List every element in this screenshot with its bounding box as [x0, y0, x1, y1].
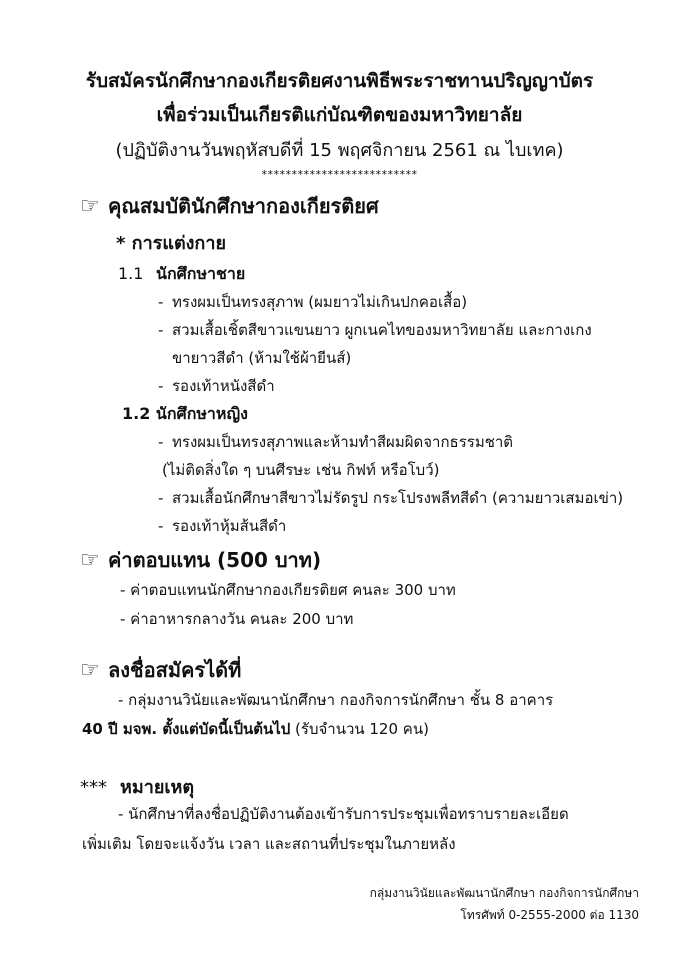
male-heading — [118, 262, 245, 287]
compensation-item-lunch: - ค่าอาหารกลางวัน คนละ 200 บาท — [120, 610, 354, 628]
registration-line-1: - กลุ่มงานวินัยและพัฒนานักศึกษา กองกิจการนักศึกษา ชั้น 8 อาคาร — [118, 691, 554, 709]
pointing-hand-icon: ☞ — [80, 658, 100, 683]
subtitle: (ปฏิบัติงานวันพฤหัสบดีที่ 15 พฤศจิกายน 2561 ณ ไบเทค) — [115, 140, 564, 161]
male-item-shirt-cont: ขายาวสีดำ (ห้ามใช้ผ้ายีนส์) — [172, 349, 352, 367]
registration-heading: ลงชื่อสมัครได้ที่ — [108, 658, 242, 682]
note-line-1: - นักศึกษาที่ลงชื่อปฏิบัติงานต้องเข้ารับการประชุมเพื่อทราบรายละเอียด — [118, 805, 569, 823]
divider-stars: ************************** — [261, 168, 418, 181]
female-item-hair-cont: (ไม่ติดสิ่งใด ๆ บนศีรษะ เช่น กิฟท์ หรือโบว์) — [162, 461, 440, 479]
male-item-hair: - ทรงผมเป็นทรงสุภาพ (ผมยาวไม่เกินปกคอเสื้อ) — [158, 293, 468, 311]
female-heading: 1.2 นักศึกษาหญิง — [122, 404, 248, 423]
note-marker: *** — [80, 777, 107, 798]
note-line-2: เพิ่มเติม โดยจะแจ้งวัน เวลา และสถานที่ประชุมในภายหลัง — [82, 835, 456, 853]
female-item-uniform: - สวมเสื้อนักศึกษาสีขาวไม่รัดรูป กระโปรงพลีทสีดำ (ความยาวเสมอเข่า) — [158, 489, 624, 507]
qualifications-heading: คุณสมบัตินักศึกษากองเกียรติยศ — [108, 194, 379, 218]
male-heading-label: นักศึกษาชาย — [156, 264, 246, 283]
title-line-2: เพื่อร่วมเป็นเกียรติแก่บัณฑิตของมหาวิทยาลัย — [156, 104, 523, 126]
note-heading: หมายเหตุ — [120, 777, 195, 798]
registration-line-2: 40 ปี มจพ. ตั้งแต่บัดนี้เป็นต้นไป (รับจำนวน 120 คน) — [82, 720, 429, 738]
title-line-1: รับสมัครนักศึกษากองเกียรติยศงานพิธีพระราชทานปริญญาบัตร — [85, 70, 594, 92]
footer-phone: โทรศัพท์ 0-2555-2000 ต่อ 1130 — [460, 908, 639, 922]
male-number: 1.1 — [118, 264, 144, 283]
female-item-hair: - ทรงผมเป็นทรงสุภาพและห้ามทำสีผมผิดจากธรรมชาติ — [158, 433, 514, 451]
section-note — [80, 772, 194, 801]
section-qualifications — [80, 190, 379, 222]
section-registration — [80, 654, 241, 686]
compensation-item-pay: - ค่าตอบแทนนักศึกษากองเกียรติยศ คนละ 300 บาท — [120, 581, 456, 599]
pointing-hand-icon: ☞ — [80, 194, 100, 219]
dress-heading: * การแต่งกาย — [116, 233, 226, 254]
male-item-shoes: - รองเท้าหนังสีดำ — [158, 377, 275, 395]
pointing-hand-icon: ☞ — [80, 548, 100, 573]
section-compensation — [80, 544, 321, 576]
female-item-shoes: - รองเท้าหุ้มส้นสีดำ — [158, 517, 287, 535]
compensation-heading: ค่าตอบแทน (500 บาท) — [108, 548, 322, 572]
footer-office: กลุ่มงานวินัยและพัฒนานักศึกษา กองกิจการนักศึกษา — [369, 886, 639, 900]
male-item-shirt: - สวมเสื้อเชิ้ตสีขาวแขนยาว ผูกเนคไทของมหาวิทยาลัย และกางเกง — [158, 321, 592, 339]
